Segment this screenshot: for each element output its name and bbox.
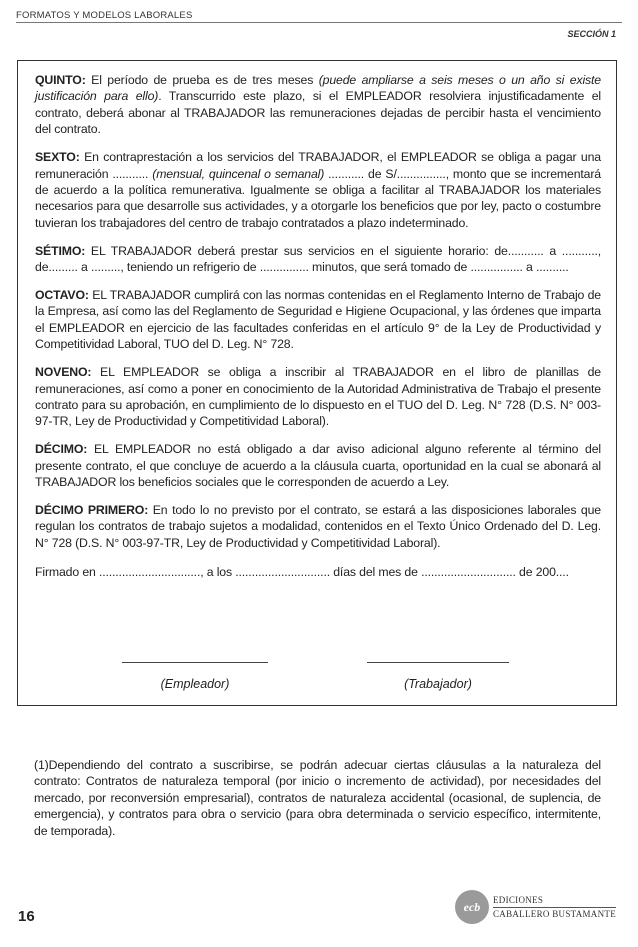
clause-paragraph <box>35 149 601 231</box>
signature-line <box>122 662 268 663</box>
clause-title: DÉCIMO PRIMERO: <box>35 502 149 517</box>
clause-text: EL TRABAJADOR cumplirá con las normas contenidas en el Reglamento Interno de Trabajo de la Empresa, así como las del Reglamento de Seguridad e Higiene Ocupacional, y las órdenes que imparta el EMPLEADOR en ejercicio de las facultades conferidas en el artículo 9° de la Ley de Productividad y Competitividad Laboral, TUO del D. Leg. N° 728. <box>35 287 601 352</box>
clause-paragraph <box>35 441 601 490</box>
section-label: SECCIÓN 1 <box>567 29 616 39</box>
clause-text: ........... de S/..............., monto que se incrementará de acuerdo a la política remunerativa. Igualmente se obliga a facilitar al TRABAJADOR los materiales necesarios para que desarrolle sus actividades, y a otorgarle los beneficios que por ley, pacto o costumbre tuvieran los trabajadores del centro de trabajo contratados a plazo indeterminado. <box>35 166 601 230</box>
header-divider <box>16 22 622 23</box>
footnote <box>34 757 601 839</box>
clause-text: EL TRABAJADOR deberá prestar sus servicios en el siguiente horario: de........... a ..........., de......... a ........., teniendo un refrigerio de ............... minutos, que será tomado de ................ a .......... <box>35 243 601 275</box>
clause-title: SEXTO: <box>35 150 80 165</box>
clause-title: OCTAVO: <box>35 287 89 302</box>
publisher-divider <box>493 907 616 908</box>
clause-text: En contraprestación a los servicios del TRABAJADOR, el EMPLEADOR se obliga a pagar una remuneración ........... <box>35 150 601 181</box>
clause-paragraph <box>35 243 601 276</box>
publisher-line1: EDICIONES <box>492 894 544 905</box>
publisher-line2: CABALLERO BUSTAMANTE <box>492 908 616 919</box>
page-number: 16 <box>18 908 35 925</box>
employer-signature <box>122 662 268 691</box>
contract-clauses <box>35 72 601 581</box>
footnote-text: Dependiendo del contrato a suscribirse, se podrán adecuar ciertas cláusulas a la naturaleza del contrato: Contratos de naturaleza temporal (por inicio o incremento de actividad), por necesidades del mercado, por reconversión empresarial), contratos de naturaleza accidental (ocasional, de suplencia, de emergencia), y contratos para obra o servicio (para obra determinada o servicio específico, intermitente, de temporada). <box>34 758 601 838</box>
clause-text: . Transcurrido este plazo, si el EMPLEADOR resolviera injustificadamente el contrato, deberá abonar al TRABAJADOR las remuneraciones dejadas de percibir hasta el vencimiento del contrato. <box>35 89 601 137</box>
clause-text: EL EMPLEADOR se obliga a inscribir al TRABAJADOR en el libro de planillas de remuneraciones, así como a poner en conocimiento de la Autoridad Administrativa de Trabajo el presente contrato para su aprobación, en cumplimiento de lo dispuesto en el TUO del D. Leg. N° 728 (D.S. N° 003-97-TR, Ley de Productividad y Competitividad Laboral). <box>35 365 601 429</box>
clause-paragraph <box>35 72 601 138</box>
running-header: FORMATOS Y MODELOS LABORALES <box>16 10 193 21</box>
clause-title: QUINTO: <box>35 73 86 87</box>
clause-paragraph <box>35 502 601 551</box>
clause-paragraph <box>35 364 601 430</box>
clause-italic-text: (mensual, quincenal o semanal) <box>152 166 325 181</box>
clause-text: El período de prueba es de tres meses <box>85 73 319 87</box>
worker-signature <box>367 662 509 691</box>
publisher-logo-mark: ecb <box>455 890 489 924</box>
clause-text: En todo lo no previsto por el contrato, se estará a las disposiciones laborales que regulan los contratos de trabajo sujetos a modalidad, contenidos en el Texto Único Ordenado del D. Leg. N° 728 (D.S. N° 003-97-TR, Ley de Productividad y Competitividad Laboral). <box>35 502 601 550</box>
signature-line <box>367 662 509 663</box>
employer-label: (Empleador) <box>160 677 230 691</box>
worker-label: (Trabajador) <box>404 677 472 691</box>
publisher-logo <box>455 890 616 924</box>
clause-title: SÉTIMO: <box>35 243 86 258</box>
publisher-name <box>493 895 616 920</box>
clause-paragraph <box>35 287 601 353</box>
clause-italic-text: (puede ampliarse a seis meses o un año si existe justificación para ello) <box>35 73 601 104</box>
footnote-number: (1) <box>34 758 49 772</box>
clause-text: EL EMPLEADOR no está obligado a dar aviso adicional alguno referente al término del presente contrato, el que concluye de acuerdo a la cláusula cuarta, oportunidad en la cual se abonará al TRABAJADOR los beneficios sociales que le corresponden de acuerdo a Ley. <box>35 442 601 490</box>
signing-place-date: Firmado en ..............................., a los ............................. días del mes de ............................. de 200.... <box>35 565 569 580</box>
clause-title: DÉCIMO: <box>35 442 88 457</box>
clause-title: NOVENO: <box>35 365 92 380</box>
